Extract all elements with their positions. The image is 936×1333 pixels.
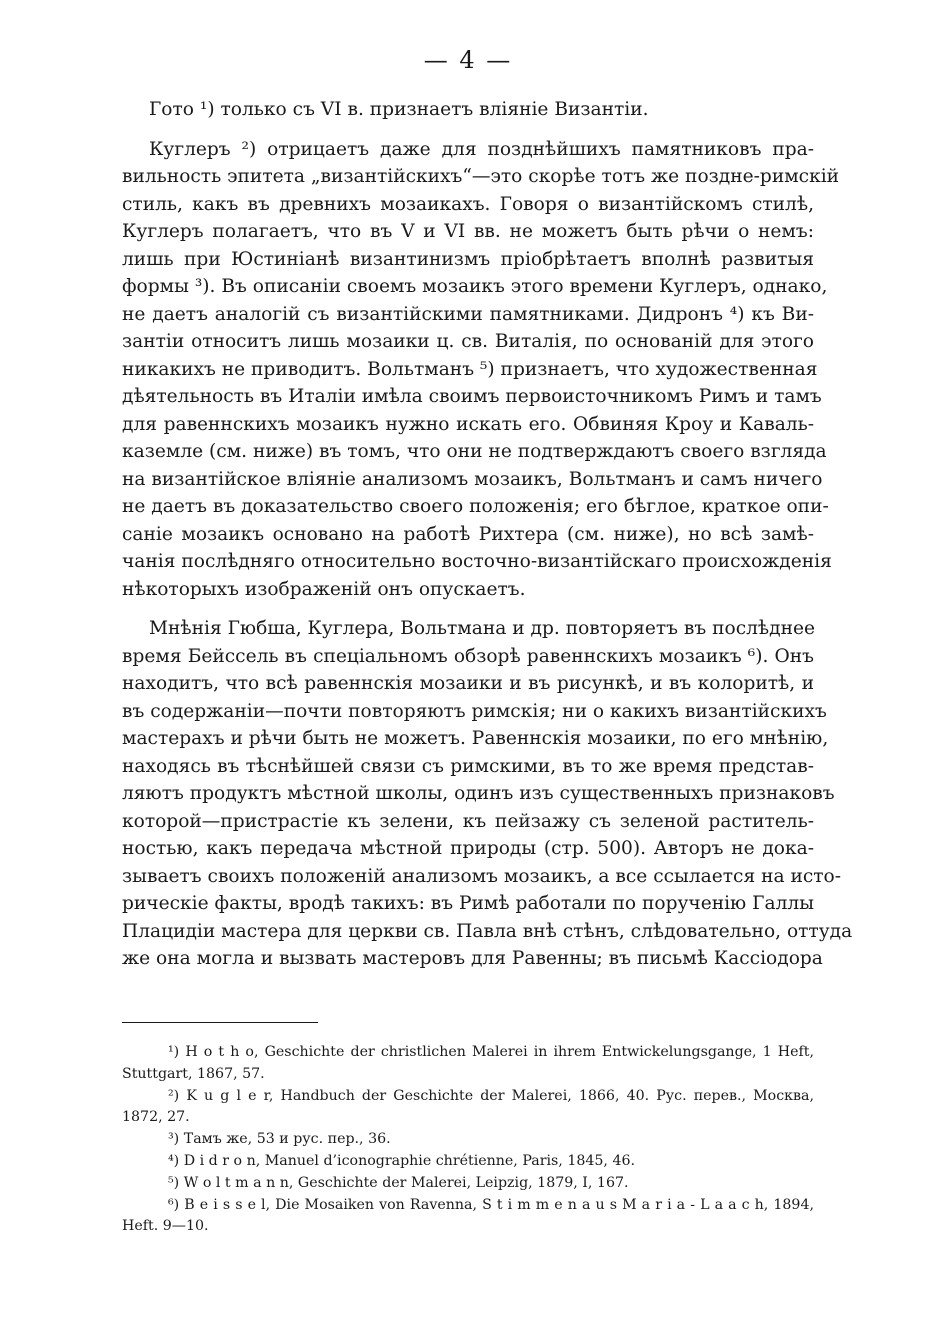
text-line: дѣятельность въ Италіи имѣла своимъ первоисточникомъ Римъ и тамъ — [122, 386, 822, 407]
text-line: Плацидіи мастера для церкви св. Павла внѣ стѣнъ, слѣдовательно, оттуда — [122, 920, 853, 942]
text-line: каземле (см. ниже) въ томъ, что они не подтверждаютъ своего взгляда — [122, 441, 827, 462]
footnote — [122, 1129, 814, 1151]
text-line: время Бейссель въ спеціальномъ обзорѣ равеннскихъ мозаикъ ⁶). Онъ — [122, 645, 814, 667]
text-line: въ содержаніи—почти повторяютъ римскія; ни о какихъ византійскихъ — [122, 700, 827, 722]
text-line: для равеннскихъ мозаикъ нужно искать его. Обвиняя Кроу и Каваль- — [122, 413, 814, 435]
paragraph — [122, 615, 853, 973]
text-line: не даетъ аналогій съ византійскими памятниками. Дидронъ ⁴) къ Ви- — [122, 303, 814, 325]
paragraph — [122, 136, 840, 604]
footnote-line: 1872, 27. — [122, 1109, 190, 1126]
paragraph-gap — [122, 124, 814, 136]
text-line: на византійское вліяніе анализомъ мозаикъ, Вольтманъ и самъ ничего — [122, 468, 823, 490]
body-text — [122, 96, 853, 973]
footnote-line: ³) Тамъ же, 53 и рус. пер., 36. — [168, 1131, 391, 1148]
footnote — [122, 1195, 814, 1239]
text-line: же она могла и вызвать мастеровъ для Равенны; въ письмѣ Кассіодора — [122, 948, 823, 969]
text-line: не даетъ въ доказательство своего положенія; его бѣглое, краткое опи- — [122, 496, 829, 517]
paragraph — [122, 96, 814, 124]
text-line: Гото ¹) только съ VI в. признаетъ вліяніе Византіи. — [149, 99, 649, 120]
text-line: стиль, какъ въ древнихъ мозаикахъ. Говоря о византійскомъ стилѣ, — [122, 193, 814, 215]
footnote-line: ¹) H o t h o, Geschichte der christlichen Malerei in ihrem Entwickelungsgange, 1 Heft, — [168, 1044, 814, 1060]
text-line: находясь въ тѣснѣйшей связи съ римскими, въ то же время представ- — [122, 755, 814, 777]
text-line: мастерахъ и рѣчи быть не можетъ. Равеннскія мозаики, по его мнѣнію, — [122, 728, 829, 749]
text-line: саніе мозаикъ основано на работѣ Рихтера (см. ниже), но всѣ замѣ- — [122, 523, 814, 545]
footnote-line: ²) K u g l e r, Handbuch der Geschichte der Malerei, 1866, 40. Рус. перев., Москва, — [168, 1087, 814, 1104]
footnotes — [122, 1042, 814, 1238]
footnote-line: Heft. 9—10. — [122, 1218, 209, 1235]
footnote-divider — [122, 1022, 318, 1023]
text-line: ностью, какъ передача мѣстной природы (стр. 500). Авторъ не дока- — [122, 838, 814, 859]
text-line: нѣкоторыхъ изображеній онъ опускаетъ. — [122, 578, 526, 600]
text-line: рическіе факты, вродѣ такихъ: въ Римѣ работали по порученію Галлы — [122, 893, 814, 914]
text-line: Куглеръ ²) отрицаетъ даже для позднѣйшихъ памятниковъ пра- — [149, 138, 814, 160]
text-line: чанія послѣдняго относительно восточно-византійскаго происхожденія — [122, 551, 832, 572]
text-line: формы ³). Въ описаніи своемъ мозаикъ этого времени Куглеръ, однако, — [122, 276, 828, 297]
footnote — [122, 1151, 814, 1173]
text-line: зантіи относитъ лишь мозаики ц. св. Виталія, по основаній для этого — [122, 331, 814, 352]
text-line: никакихъ не приводитъ. Вольтманъ ⁵) признаетъ, что художественная — [122, 358, 818, 380]
footnote-line: Stuttgart, 1867, 57. — [122, 1065, 265, 1082]
page-number: — 4 — — [423, 46, 513, 74]
footnote — [122, 1042, 814, 1086]
text-line: Куглеръ полагаетъ, что въ V и VI вв. не можетъ быть рѣчи о немъ: — [122, 221, 814, 242]
text-line: находитъ, что всѣ равеннскія мозаики и въ рисункѣ, и въ колоритѣ, и — [122, 673, 814, 694]
text-line: лишь при Юстиніанѣ византинизмъ пріобрѣтаетъ вполнѣ развитыя — [122, 248, 814, 270]
footnote-line: ⁵) W o l t m a n n, Geschichte der Malerei, Leipzig, 1879, I, 167. — [168, 1174, 629, 1191]
text-line: ляютъ продуктъ мѣстной школы, одинъ изъ существенныхъ признаковъ — [122, 783, 835, 804]
text-line: зываетъ своихъ положеній анализомъ мозаикъ, а все ссылается на исто- — [122, 865, 842, 887]
footnote-line: ⁶) B e i s s e l, Die Mosaiken von Ravenna, S t i m m e n a u s M a r i a - L a a c h, 1894, — [168, 1196, 814, 1213]
text-line: Мнѣнія Гюбша, Куглера, Вольтмана и др. повторяетъ въ послѣднее — [149, 618, 815, 639]
footnote — [122, 1086, 814, 1130]
text-line: которой—пристрастіе къ зелени, къ пейзажу съ зеленой раститель- — [122, 810, 814, 832]
footnote — [122, 1173, 814, 1195]
paragraph-gap — [122, 603, 814, 615]
footnote-line: ⁴) D i d r o n, Manuel d’iconographie chrétienne, Paris, 1845, 46. — [168, 1152, 636, 1169]
text-line: вильность эпитета „византійскихъ“—это скорѣе тотъ же поздне-римскій — [122, 166, 840, 187]
